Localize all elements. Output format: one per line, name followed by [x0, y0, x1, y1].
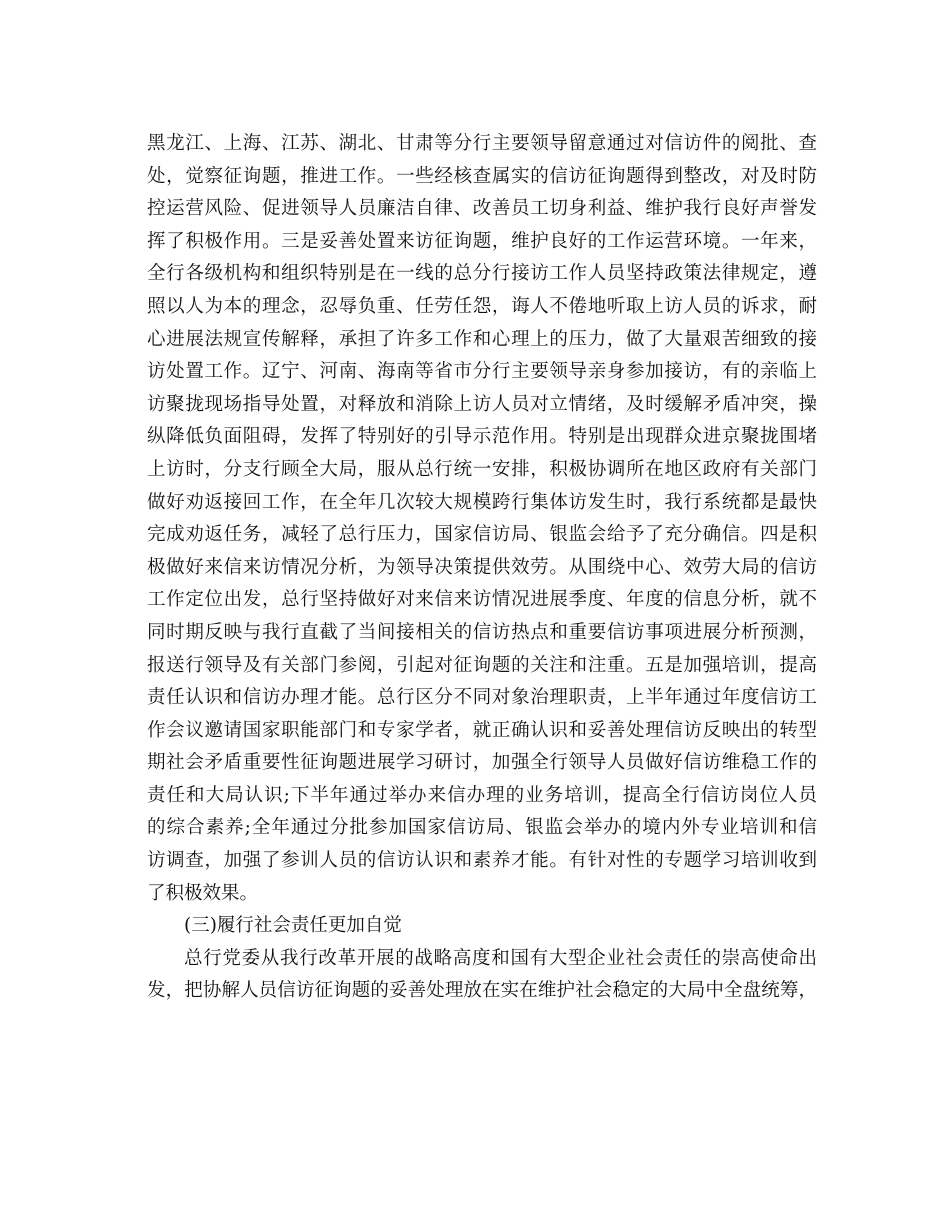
text-line: 极做好来信来访情况分析，为领导决策提供效劳。从围绕中心、效劳大局的信访: [147, 556, 817, 578]
text-line: 工作定位出发，总行坚持做好对来信来访情况进展季度、年度的信息分析，就不: [147, 589, 817, 611]
section-heading: (三)履行社会责任更加自觉: [184, 915, 402, 937]
text-line: 责任认识和信访办理才能。总行区分不同对象治理职责，上半年通过年度信访工: [147, 687, 817, 709]
text-line: 全行各级机构和组织特别是在一线的总分行接访工作人员坚持政策法律规定，遵: [147, 263, 817, 285]
text-line: 访处置工作。辽宁、河南、海南等省市分行主要领导亲身参加接访，有的亲临上: [147, 361, 817, 383]
body-text: [147, 128, 817, 1008]
text-line: 纵降低负面阻碍，发挥了特别好的引导示范作用。特别是出现群众进京聚拢围堵: [147, 426, 817, 448]
text-line: 发，把协解人员信访征询题的妥善处理放在实在维护社会稳定的大局中全盘统筹，: [147, 980, 817, 1002]
text-line: 访调查，加强了参训人员的信访认识和素养才能。有针对性的专题学习培训收到: [147, 850, 817, 872]
text-line: 访聚拢现场指导处置，对释放和消除上访人员对立情绪，及时缓解矛盾冲突，操: [147, 393, 817, 415]
text-line: 责任和大局认识;下半年通过举办来信办理的业务培训，提高全行信访岗位人员: [147, 784, 817, 806]
text-line: 黑龙江、上海、江苏、湖北、甘肃等分行主要领导留意通过对信访件的阅批、查: [147, 133, 817, 154]
text-line: 作会议邀请国家职能部门和专家学者，就正确认识和妥善处理信访反映出的转型: [147, 719, 817, 741]
text-line: 的综合素养;全年通过分批参加国家信访局、银监会举办的境内外专业培训和信: [147, 817, 817, 839]
text-line: 期社会矛盾重要性征询题进展学习研讨，加强全行领导人员做好信访维稳工作的: [147, 752, 817, 774]
text-line: 处，觉察征询题，推进工作。一些经核查属实的信访征询题得到整改，对及时防: [147, 165, 817, 187]
text-line: 总行党委从我行改革开展的战略高度和国有大型企业社会责任的崇高使命出: [184, 947, 817, 969]
text-line: 上访时，分支行顾全大局，服从总行统一安排，积极协调所在地区政府有关部门: [147, 458, 817, 480]
paragraph-end-line: 了积极效果。: [147, 882, 259, 904]
text-line: 做好劝返接回工作，在全年几次较大规模跨行集体访发生时，我行系统都是最快: [147, 491, 817, 513]
text-line: 控运营风险、促进领导人员廉洁自律、改善员工切身利益、维护我行良好声誉发: [147, 198, 817, 220]
text-line: 完成劝返任务，减轻了总行压力，国家信访局、银监会给予了充分确信。四是积: [147, 524, 817, 546]
text-line: 挥了积极作用。三是妥善处置来访征询题，维护良好的工作运营环境。一年来，: [147, 230, 817, 252]
text-line: 照以人为本的理念，忍辱负重、任劳任怨，诲人不倦地听取上访人员的诉求，耐: [147, 295, 817, 317]
text-line: 报送行领导及有关部门参阅，引起对征询题的关注和注重。五是加强培训，提高: [147, 654, 817, 676]
text-line: 同时期反映与我行直截了当间接相关的信访热点和重要信访事项进展分析预测，: [147, 621, 817, 643]
text-line: 心进展法规宣传解释，承担了许多工作和心理上的压力，做了大量艰苦细致的接: [147, 328, 817, 350]
